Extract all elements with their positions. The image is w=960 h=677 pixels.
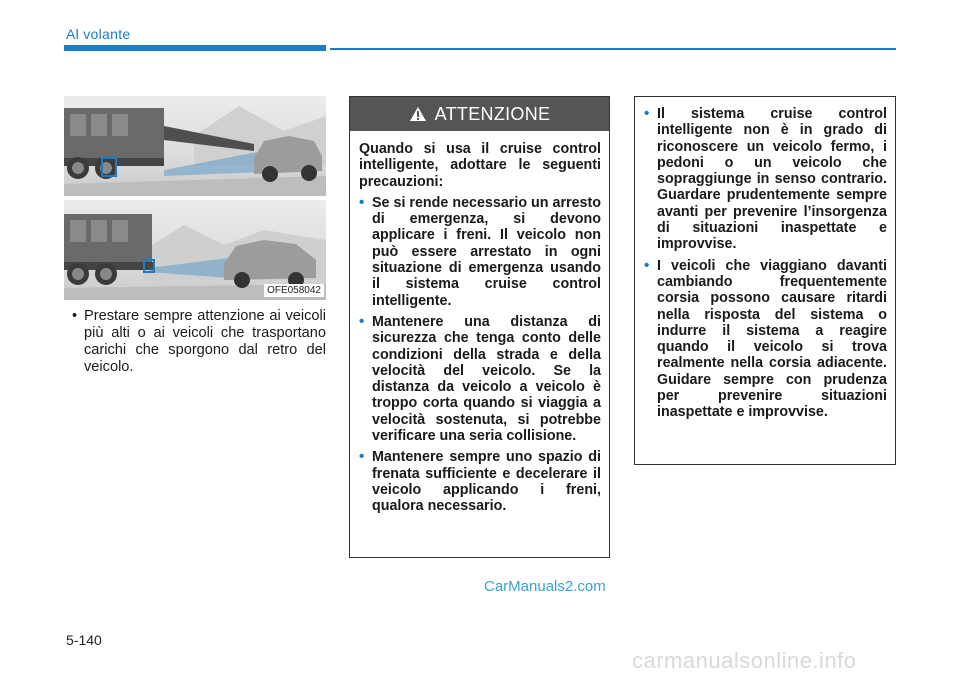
list-item [359,314,601,444]
warning-continued-box [634,96,896,465]
bullet-dot-icon: • [359,312,365,330]
warning-title: ATTENZIONE [434,103,551,124]
list-item-text: Il sistema cruise control intelligente non è in grado di riconoscere un veicolo fermo, i pedoni o un veicolo che sopraggiunge in senso contrario. Guardare prudentemente sempre avanti per prevenire l’insorgenza di situazioni inaspettate e improvvise. [657,106,887,253]
list-item [359,195,601,309]
warning-list [359,195,601,515]
bullet-dot-icon: • [359,193,365,211]
figure-code: OFE058042 [264,284,324,297]
bullet-dot-icon: • [644,256,650,274]
list-item [359,449,601,514]
warning-triangle-icon [409,106,427,122]
watermark-link[interactable]: CarManuals2.com [484,578,606,595]
warning-header [350,97,609,131]
warning-body [350,131,609,515]
illustration-truck-overhang-top [64,96,326,196]
list-item [644,258,887,421]
list-item [64,308,326,376]
list-item [644,106,887,253]
warning-continued-list [644,106,887,421]
header-rule-thick [64,45,326,51]
left-column-text [64,308,326,376]
bullet-dot-icon: • [644,105,650,122]
bullet-dot-icon: • [359,448,365,466]
illustration-truck-overhang-bottom [64,200,326,300]
list-item-text: I veicoli che viaggiano davanti cambiando frequentemente corsia possono causare ritardi nella risposta del sistema o indurre il sistema a reagire quando il veicolo si trova realmente nella corsia adiacente. Guidare sempre con prudenza per prevenire situazioni inaspettate e improvvise. [657,257,887,421]
bullet-text: Prestare sempre attenzione ai veicoli più alti o ai veicoli che trasportano carichi che sporgono dal retro del veicolo. [84,308,326,375]
warning-intro: Quando si usa il cruise control intelligente, adottare le seguenti precauzioni: [359,141,601,190]
page-number: 5-140 [66,632,102,648]
list-item-text: Mantenere una distanza di sicurezza che tenga conto delle condizioni della strada e della velocità del veicolo. Se la distanza da veicolo a veicolo è troppo corta quando si viaggia a velocità sostenuta, si potrebbe verificare una seria collisione. [372,313,601,445]
bullet-dot-icon: • [72,308,78,324]
list-item-text: Se si rende necessario un arresto di emergenza, si devono applicare i freni. Il veicolo non può essere arrestato in ogni situazione di emergenza usando il sistema cruise control intelligente. [372,194,601,309]
header-rule-thin [330,48,896,50]
warning-box [349,96,610,558]
footer-watermark: carmanualsonline.info [632,648,857,673]
section-title: Al volante [66,26,131,42]
warning-continued-body [635,97,895,421]
truck-car-illustration-top [64,96,326,196]
list-item-text: Mantenere sempre uno spazio di frenata sufficiente e decelerare il veicolo applicando i freni, qualora necessario. [372,449,601,515]
